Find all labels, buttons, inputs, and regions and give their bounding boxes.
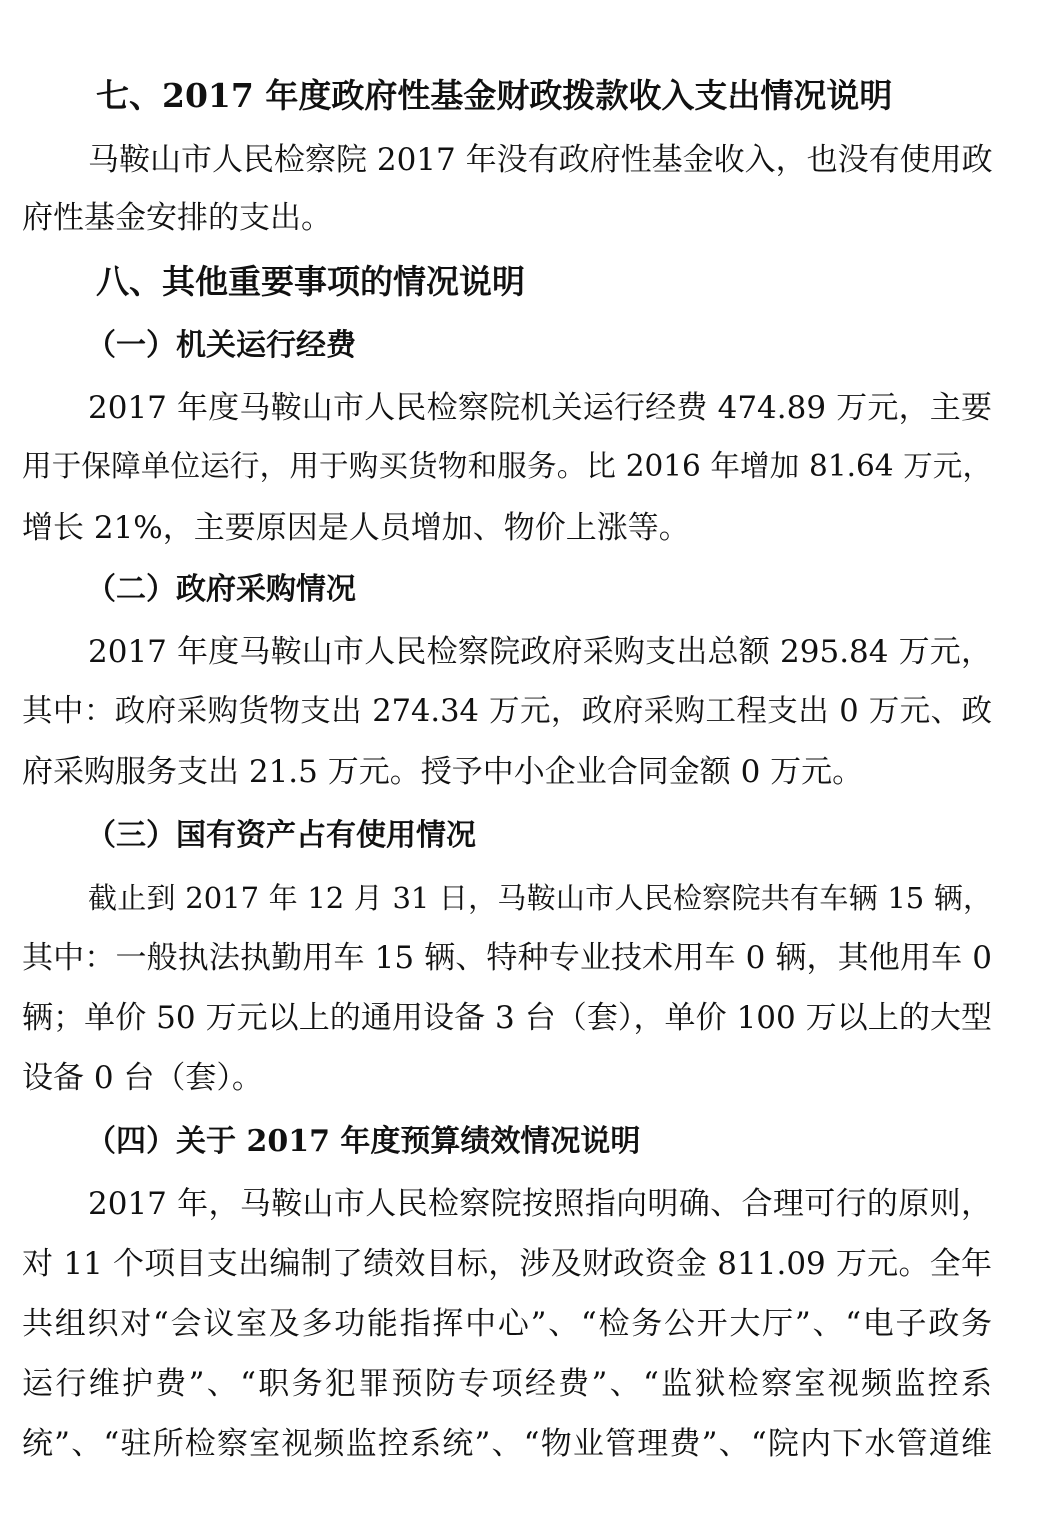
section-8-heading: 八、其他重要事项的情况说明 (96, 262, 525, 301)
subsection-4-line-5: 统”、“驻所检察室视频监控系统”、“物业管理费”、“院内下水管道维 (22, 1426, 992, 1462)
subsection-1-line-2: 用于保障单位运行，用于购买货物和服务。比 2016 年增加 81.64 万元， (22, 449, 992, 483)
section-7-heading: 七、2017 年度政府性基金财政拨款收入支出情况说明 (96, 76, 893, 115)
subsection-1-line-1: 2017 年度马鞍山市人民检察院机关运行经费 474.89 万元，主要 (88, 390, 992, 426)
subsection-4-line-2: 对 11 个项目支出编制了绩效目标，涉及财政资金 811.09 万元。全年 (22, 1246, 992, 1282)
subsection-3-line-2: 其中：一般执法执勤用车 15 辆、特种专业技术用车 0 辆，其他用车 0 (22, 940, 992, 976)
subsection-2-line-2: 其中：政府采购货物支出 274.34 万元，政府采购工程支出 0 万元、政 (22, 694, 992, 729)
subsection-4-line-3: 共组织对“会议室及多功能指挥中心”、“检务公开大厅”、“电子政务 (22, 1306, 992, 1342)
subsection-2-line-1: 2017 年度马鞍山市人民检察院政府采购支出总额 295.84 万元， (88, 634, 992, 670)
subsection-3-line-1: 截止到 2017 年 12 月 31 日，马鞍山市人民检察院共有车辆 15 辆， (88, 881, 992, 915)
subsection-3-heading: （三）国有资产占有使用情况 (86, 818, 476, 853)
section-7-line-1: 马鞍山市人民检察院 2017 年没有政府性基金收入，也没有使用政 (88, 142, 993, 178)
subsection-4-line-4: 运行维护费”、“职务犯罪预防专项经费”、“监狱检察室视频监控系 (22, 1366, 992, 1402)
subsection-1-line-3: 增长 21%，主要原因是人员增加、物价上涨等。 (22, 510, 690, 546)
section-7-line-2: 府性基金安排的支出。 (22, 200, 332, 236)
subsection-3-line-3: 辆；单价 50 万元以上的通用设备 3 台（套），单价 100 万以上的大型 (22, 1000, 992, 1036)
subsection-4-heading: （四）关于 2017 年度预算绩效情况说明 (86, 1124, 641, 1159)
subsection-4-line-1: 2017 年，马鞍山市人民检察院按照指向明确、合理可行的原则， (88, 1186, 992, 1222)
subsection-3-line-4: 设备 0 台（套）。 (22, 1060, 263, 1096)
subsection-2-heading: （二）政府采购情况 (86, 572, 356, 607)
subsection-2-line-3: 府采购服务支出 21.5 万元。授予中小企业合同金额 0 万元。 (22, 754, 864, 790)
subsection-1-heading: （一）机关运行经费 (86, 328, 356, 363)
